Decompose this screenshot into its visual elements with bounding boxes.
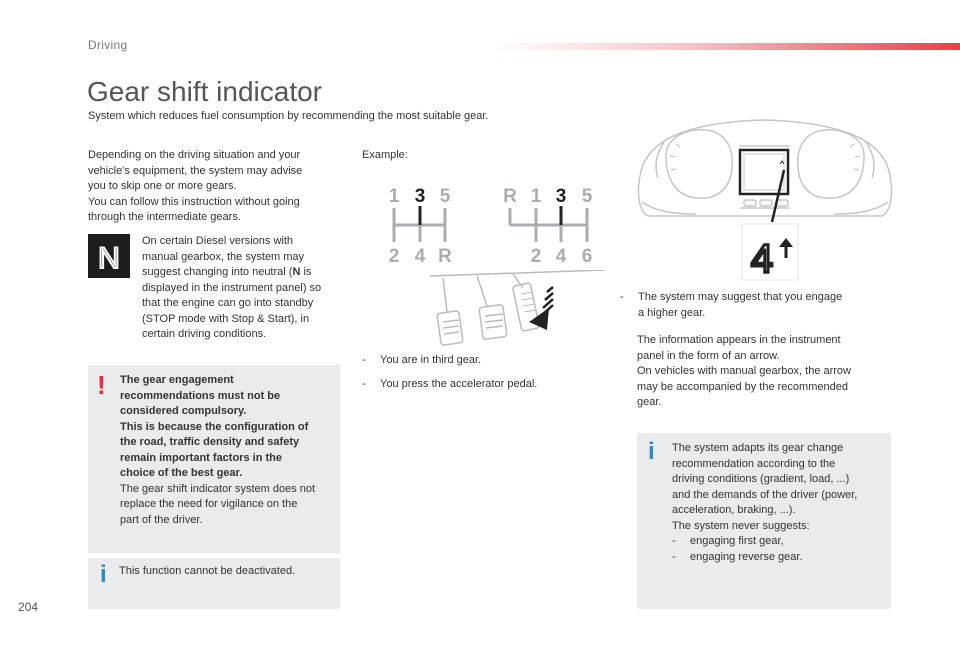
gear-label: 5 — [439, 186, 451, 207]
info-line: and the demands of the driver (power, — [672, 488, 858, 501]
right-line: may be accompanied by the recommended — [637, 380, 848, 393]
gear-pattern-right-diagram — [500, 180, 604, 268]
gear-label: 5 — [581, 186, 593, 207]
list-item-text: engaging first gear, — [690, 535, 784, 547]
warning-bold-line: choice of the best gear. — [120, 467, 243, 479]
gear-label-active: 3 — [555, 186, 567, 207]
gear-label: 2 — [388, 246, 400, 267]
neutral-line-text: suggest changing into neutral ( — [142, 266, 293, 278]
neutral-line: displayed in the instrument panel) so — [142, 281, 322, 294]
intro-line: you to skip one or more gears. — [88, 180, 237, 192]
brake-pedal-icon — [477, 276, 507, 340]
warning-bold-line: remain important factors in the — [120, 451, 282, 464]
info-line: The system never suggests: — [672, 519, 810, 532]
warning-line: part of the driver. — [120, 513, 203, 526]
neutral-letter-bold: N — [292, 266, 301, 278]
warning-bold-line: considered compulsory. — [120, 405, 247, 417]
list-item-text: You are in third gear. — [380, 354, 482, 366]
list-item-text: You press the accelerator pedal. — [380, 377, 538, 390]
neutral-line: certain driving conditions. — [142, 328, 267, 340]
intro-line: Depending on the driving situation and your — [88, 149, 301, 161]
intro-line: You can follow this instruction without going — [88, 195, 300, 208]
example-bullet-list — [362, 353, 612, 392]
gear-label: 6 — [581, 246, 593, 267]
right-bullet — [620, 290, 890, 321]
gear-label: 4 — [555, 246, 567, 267]
warning-bold-line: This is because the configuration of — [120, 420, 309, 433]
page-subtitle: System which reduces fuel consumption by recommending the most suitable gear. — [88, 110, 489, 122]
list-item-text: engaging reverse gear. — [690, 550, 803, 563]
list-item — [362, 377, 612, 393]
right-paragraph — [637, 333, 887, 411]
clutch-pedal-icon — [437, 278, 463, 345]
pointer-line — [772, 170, 784, 222]
warning-icon: ! — [97, 370, 106, 400]
neutral-line-text: is — [300, 266, 312, 278]
instrument-panel-illustration — [636, 116, 894, 290]
warning-line: replace the need for vigilance on the — [120, 498, 298, 510]
list-dash: - — [672, 535, 676, 547]
gear-label: 1 — [530, 186, 542, 207]
gear-label: 2 — [530, 246, 542, 267]
right-line: The information appears in the instrument — [637, 334, 841, 346]
list-item — [620, 290, 890, 321]
recommended-gear-digit: 4 — [750, 237, 774, 281]
gear-label-active: 3 — [414, 186, 426, 207]
gear-label: 4 — [414, 246, 426, 267]
warning-bold-line: the road, traffic density and safety — [120, 436, 300, 448]
info-line: acceleration, braking, ...). — [672, 504, 796, 516]
page-title: Gear shift indicator — [87, 76, 322, 107]
neutral-line: On certain Diesel versions with — [142, 235, 294, 247]
header-accent-bar — [490, 43, 960, 50]
neutral-line: manual gearbox, the system may — [142, 250, 305, 263]
neutral-line — [142, 265, 342, 281]
gear-label: R — [503, 186, 517, 207]
gear-gate-lines — [510, 208, 587, 242]
warning-text — [120, 373, 338, 528]
intro-line: vehicle's equipment, the system may advise — [88, 164, 303, 177]
page-number: 204 — [18, 600, 39, 614]
neutral-line: (STOP mode with Stop & Start), in — [142, 312, 310, 325]
neutral-gear-icon — [88, 234, 130, 278]
intro-line: through the intermediate gears. — [88, 211, 241, 223]
neutral-paragraph — [142, 234, 342, 343]
list-item — [672, 534, 886, 550]
info-deactivate-text: This function cannot be deactivated. — [119, 565, 296, 577]
small-arrow-icon — [780, 161, 784, 164]
list-item-line: The system may suggest that you engage — [638, 291, 843, 303]
right-line: gear. — [637, 396, 662, 408]
info-line: driving conditions (gradient, load, ...) — [672, 473, 850, 485]
section-label: Driving — [88, 38, 128, 52]
warning-bold-line: The gear engagement — [120, 374, 234, 386]
pedals-illustration — [425, 270, 615, 352]
example-label: Example: — [362, 149, 408, 161]
list-dash: - — [672, 550, 676, 563]
list-dash: - — [620, 291, 624, 303]
info-icon: i — [648, 438, 655, 465]
list-item — [362, 353, 612, 369]
right-line: On vehicles with manual gearbox, the arrow — [637, 365, 851, 377]
warning-line: The gear shift indicator system does not — [120, 482, 316, 495]
list-dash: - — [362, 377, 366, 390]
gear-label: 1 — [388, 186, 400, 207]
list-item-text — [638, 290, 842, 321]
list-item-line: a higher gear. — [638, 306, 706, 319]
gear-pattern-left-diagram — [382, 180, 464, 268]
info-line: recommendation according to the — [672, 457, 836, 470]
right-line: panel in the form of an arrow. — [637, 349, 780, 362]
info-adapts-text — [672, 441, 886, 565]
list-item — [672, 550, 886, 566]
info-line: The system adapts its gear change — [672, 442, 844, 454]
warning-bold-line: recommendations must not be — [120, 389, 281, 402]
intro-paragraph — [88, 148, 338, 226]
neutral-line: that the engine can go into standby — [142, 297, 314, 309]
info-icon: i — [100, 561, 107, 588]
list-dash: - — [362, 354, 366, 366]
gear-label: R — [438, 246, 452, 267]
neutral-letter: N — [98, 242, 120, 275]
